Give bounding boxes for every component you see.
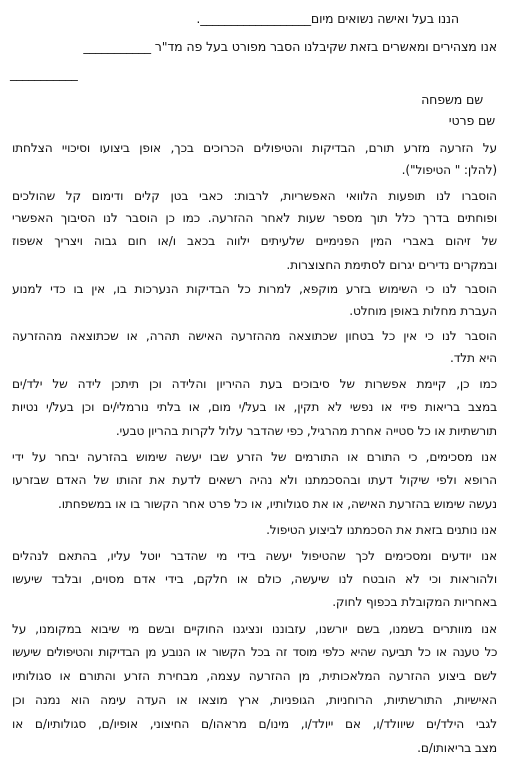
paragraph-6-line-1: אנו מסכימים, כי התורם או התורמים של הזרע שבו יעשה שימוש בהזרעה יבחר על ידי — [12, 450, 497, 464]
paragraph-2-line-4: ובמקרים נדירים יגרום לסתימת החצוצרות. — [286, 258, 497, 272]
paragraph-2-line-2: ופוחתים בדרך כלל תוך מספר שעות לאחר ההזרעה. כמו כן הוסבר לנו הסיבוך האפשרי — [12, 211, 497, 225]
marriage-date-line: הננו בעל ואישה נשואים מיום__________________. — [196, 11, 459, 26]
paragraph-9-line-5: לגבי הילד/ים שיוולד/ו, אם ייולד/ו, מינו/ם מראהו/ם החיצוני, אופיו/ם, סגולותיו/ם או — [12, 717, 497, 731]
paragraph-9-line-2: כל טענה או כל תביעה שהיא כלפי מוסד זה בכל הקשור או הנובע מן הבדיקות והטיפולים שיעשו — [12, 645, 497, 659]
doctor-explanation-line: אנו מצהירים ומאשרים בזאת שקיבלנו הסבר מפורט בעל פה מד"ר ___________ — [83, 39, 497, 54]
paragraph-6-line-2: הרופא ולפי שיקול דעתו ובהסכמתנו ולא נהיה רשאים לדעת את זהותו של האדם שבזרעו — [12, 473, 497, 487]
paragraph-2-line-1: הוסברו לנו תופעות הלוואי האפשריות, לרבות: כאבי בטן קלים ודימום קל שהולכים — [12, 189, 497, 203]
paragraph-5-line-2: במצב בריאות פיזי או נפשי לא תקין, או בעל/י מום, או בלתי נורמלי/ים וכן בעל/י נטיות — [12, 400, 497, 414]
paragraph-6-line-3: נעשה שימוש בהזרעת האישה, או את סגולותיו, או כל פרט אחר הקשור בו או במשפחתו. — [57, 497, 497, 511]
paragraph-9-line-1: אנו מוותרים בשמנו, בשם יורשנו, עזבוננו ונציגנו החוקיים ובשם מי שיבוא במקומנו, על — [12, 622, 497, 636]
paragraph-9-line-6: מצב בריאותו/ם. — [417, 741, 497, 755]
paragraph-8-line-3: באחריות המקובלת בכפוף לחוק. — [332, 595, 497, 609]
doctor-name-blank: ___________ — [10, 66, 78, 81]
paragraph-3-line-1: הוסבר לנו כי השימוש בזרע מוקפא, למרות כל הבדיקות הנערכות בו, אין בו כדי למנוע — [12, 282, 497, 296]
paragraph-1-line-1: על הזרעה מזרע תורם, הבדיקות והטיפולים הכרוכים בכך, אופן ביצועו וסיכויי הצלחתו — [12, 141, 497, 155]
paragraph-7-line-1: אנו נותנים בזאת את הסכמתנו לביצוע הטיפול. — [266, 523, 497, 537]
paragraph-4-line-1: הוסבר לנו כי אין כל בטחון שכתוצאה מההזרעה האישה תהרה, או שכתוצאה מההזרעה — [12, 329, 497, 343]
paragraph-8-line-2: ולהוראות וכי לא הובטח לנו שיעשה, כולם או חלקם, בידי אדם מסוים, ובלבד שיעשו — [12, 572, 497, 586]
paragraph-5-line-3: תורשתיות או כל סטייה אחרת מהרגיל, כפי שהדבר עלול לקרות בהריון טבעי. — [115, 424, 497, 438]
paragraph-9-line-3: לשם ביצוע ההזרעה המלאכותית, מן ההזרעה עצמה, מבחירת הזרע והתורם או סגולותיו — [12, 669, 497, 683]
paragraph-2-line-3: של זיהום באברי המין הפנימיים שלעיתים ילווה בכאב ו/או חום גבוה ויצריך אשפוז — [12, 234, 497, 248]
paragraph-1-line-2: (להלן: " הטיפול"). — [401, 163, 497, 177]
paragraph-8-line-1: אנו יודעים ומסכימים לכך שהטיפול יעשה בידי מי שהדבר יוטל עליו, בהתאם לנהלים — [12, 549, 497, 563]
first-name-label: שם פרטי — [448, 113, 495, 128]
paragraph-5-line-1: כמו כן, קיימת אפשרות של סיבוכים בעת ההיריון והלידה וכן תיתכן לידה של ילד/ים — [12, 377, 497, 391]
paragraph-9-line-4: האישיות, התורשתיות, הרוחניות, הגופניות, ארץ מוצאו או העדה עימה הוא נמנה וכן — [12, 693, 497, 707]
family-name-label: שם משפחה — [421, 92, 483, 107]
paragraph-4-line-2: היא תלד. — [450, 351, 497, 365]
paragraph-3-line-2: העברת מחלות באופן מוחלט. — [349, 304, 497, 318]
